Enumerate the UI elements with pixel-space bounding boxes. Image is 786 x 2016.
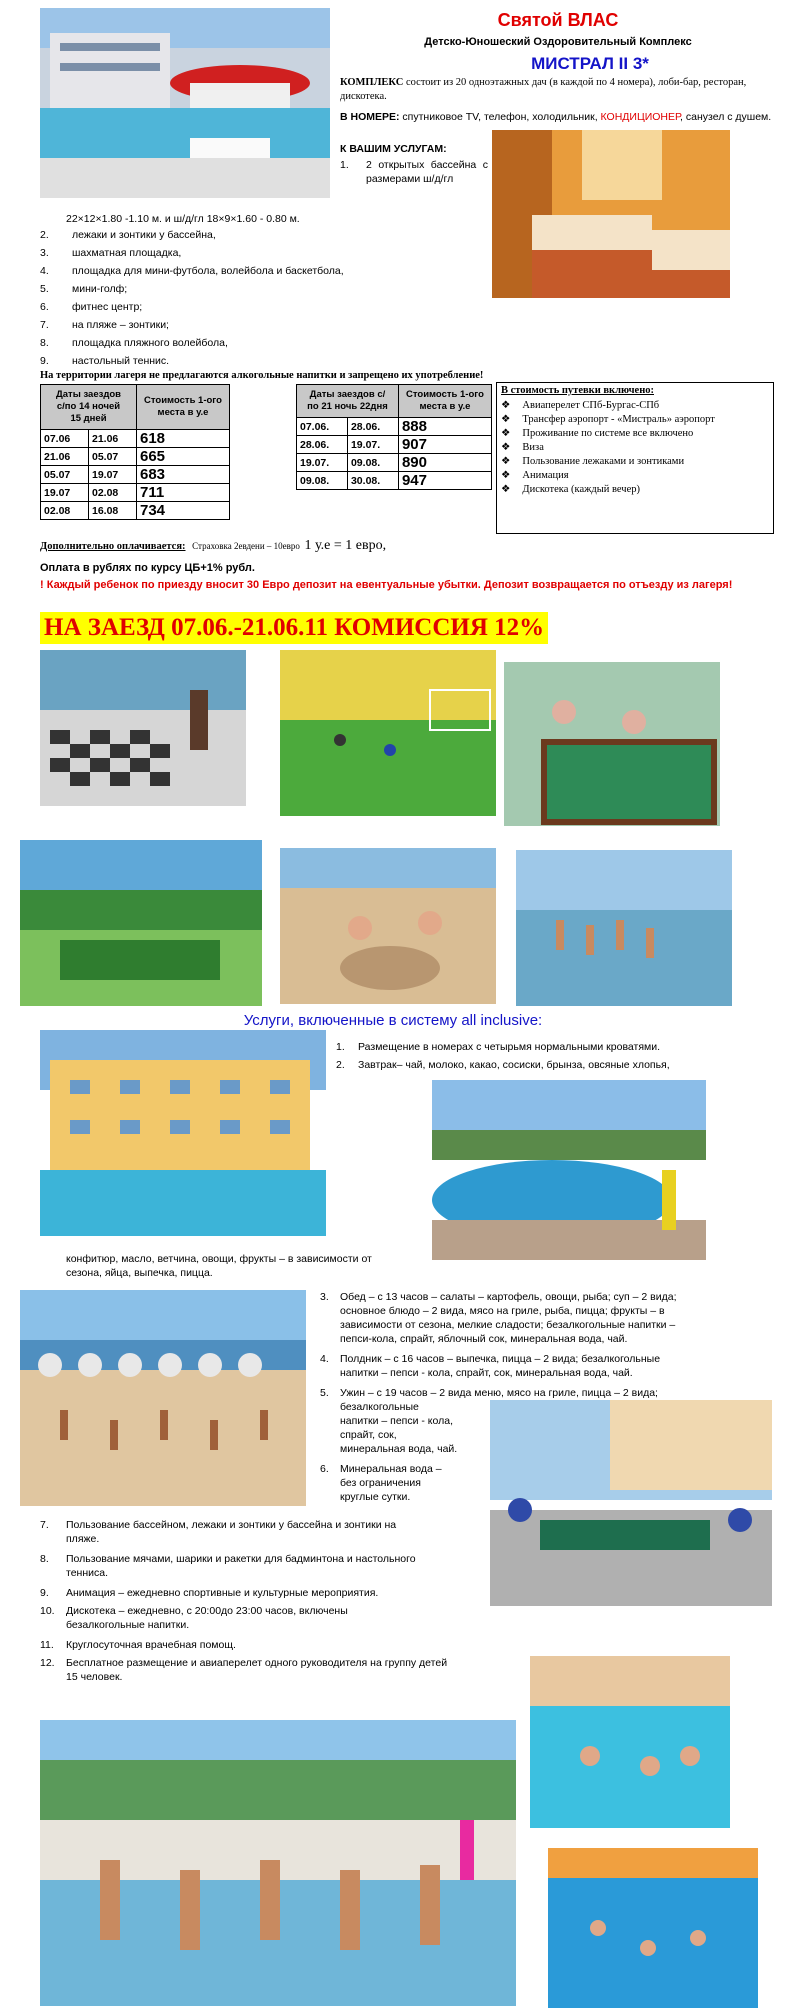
allinc-item-1: 1. Размещение в номерах с четырьмя нормальными кроватями.	[336, 1041, 661, 1053]
room-description	[340, 110, 778, 124]
room-text2: , санузел с душем.	[680, 111, 772, 123]
table-row: 07.06. 28.06. 888	[297, 418, 492, 436]
chess-photo	[40, 650, 246, 806]
allinc-item-5: 5. Ужин – с 19 часов – 2 вида меню, мясо на гриле, пицца – 2 вида; безалкогольные напитки – пепси - кола, спрайт, сок, минеральная вода, чай.	[320, 1387, 658, 1455]
table-row: 07.06 21.06 618	[41, 430, 230, 448]
room-photo	[492, 130, 730, 298]
price-table-14-nights	[40, 384, 230, 520]
sandcastle-photo	[280, 848, 496, 1004]
services-label: К ВАШИМ УСЛУГАМ:	[340, 143, 447, 155]
table-row: 02.08 16.08 734	[41, 502, 230, 520]
table-row: 19.07 02.08 711	[41, 484, 230, 502]
room-label: В НОМЕРЕ:	[340, 111, 400, 123]
service-item: 5. мини-голф;	[40, 283, 128, 295]
pool-jump-photo	[530, 1656, 730, 1828]
included-item: ❖ Пользование лежаками и зонтиками	[501, 456, 685, 467]
alcohol-note: На территории лагеря не предлагаются алкогольные напитки и запрещено их употребление!	[40, 370, 484, 381]
price-table-header-dates: Даты заездов с/по 21 ночь 22дня	[297, 385, 399, 418]
included-box	[496, 382, 774, 534]
allinc-item-2-cont: конфитюр, масло, ветчина, овощи, фрукты – в зависимости от сезона, яйца, выпечка, пицца.	[66, 1253, 372, 1279]
allinc-item-8: 8. Пользование мячами, шарики и ракетки для бадминтона и настольного тенниса.	[40, 1553, 416, 1579]
allinc-item-6: 6. Минеральная вода – без ограничения круглые сутки.	[320, 1463, 442, 1503]
kids-sea-photo	[40, 1720, 516, 2006]
table-row: 19.07. 09.08. 890	[297, 454, 492, 472]
hotel-pool-photo	[40, 8, 330, 198]
service-item: 6. фитнес центр;	[40, 301, 143, 313]
beach-group-photo	[20, 1290, 306, 1506]
included-item: ❖ Авиаперелет СПб-Бургас-СПб	[501, 400, 660, 411]
service-item: 4. площадка для мини-футбола, волейбола и баскетбола,	[40, 265, 344, 277]
pools-item	[340, 158, 488, 186]
price-table-header-dates: Даты заездов с/по 14 ночей 15 дней	[41, 385, 137, 430]
allinc-item-11: 11. Круглосуточная врачебная помощ.	[40, 1639, 236, 1651]
header-subtitle: Детско-Юношеский Оздоровительный Комплекс	[424, 36, 692, 48]
beach-dance-photo	[516, 850, 732, 1006]
allinc-item-2: 2. Завтрак– чай, молоко, какао, сосиски, брынза, овсяные хлопья,	[336, 1059, 670, 1071]
table-row: 05.07 19.07 683	[41, 466, 230, 484]
allinc-item-12: 12. Бесплатное размещение и авиаперелет одного руководителя на группу детей 15 человек.	[40, 1657, 448, 1683]
extra-payment	[40, 538, 386, 554]
extra-text: Страховка 2евдени – 10евро	[192, 541, 300, 551]
pool-swimming-photo	[548, 1848, 758, 2008]
included-item: ❖ Дискотека (каждый вечер)	[501, 484, 640, 495]
room-text: спутниковое TV, телефон, холодильник,	[399, 111, 601, 123]
service-item: 3. шахматная площадка,	[40, 247, 182, 259]
room-ac: КОНДИЦИОНЕР	[600, 111, 681, 123]
pools-dims: 22×12×1.80 -1.10 м. и ш/д/гл 18×9×1.60 - 0.80 м.	[66, 213, 300, 225]
included-item: ❖ Трансфер аэропорт - «Мистраль» аэропорт	[501, 414, 715, 425]
exchange-rate: 1 у.е = 1 евро,	[304, 538, 387, 553]
price-table-21-nights	[296, 384, 492, 490]
service-item: 7. на пляже – зонтики;	[40, 319, 169, 331]
hotel-pool-buildings-photo	[40, 1030, 326, 1236]
table-tennis-photo	[490, 1400, 772, 1606]
commission-banner: НА ЗАЕЗД 07.06.-21.06.11 КОМИССИЯ 12%	[40, 612, 548, 644]
complex-text: состоит из 20 одноэтажных дач (в каждой по 4 номера), лоби-бар, ресторан, дискотека.	[340, 77, 747, 102]
table-row: 21.06 05.07 665	[41, 448, 230, 466]
included-title: В стоимость путевки включено:	[501, 385, 654, 396]
allinc-item-4: 4. Полдник – с 16 часов – выпечка, пицца – 2 вида; безалкогольные напитки – пепси - кола, спрайт, сок, минеральная вода, чай.	[320, 1353, 661, 1379]
pools-text: 2 открытых бассейна с размерами ш/д/гл	[366, 159, 488, 185]
pool-games-photo	[432, 1080, 706, 1260]
pools-number: 1.	[340, 159, 349, 171]
allinc-title: Услуги, включенные в систему all inclusive:	[243, 1012, 543, 1029]
minigolf-photo	[20, 840, 262, 1006]
table-row: 09.08. 30.08. 947	[297, 472, 492, 490]
service-item: 9. настольный теннис.	[40, 355, 170, 367]
price-table-header-cost: Стоимость 1-ого места в у.е	[137, 385, 230, 430]
football-photo	[280, 650, 496, 816]
allinc-item-9: 9. Анимация – ежедневно спортивные и культурные мероприятия.	[40, 1587, 379, 1599]
allinc-item-3: 3. Обед – с 13 часов – салаты – картофель, овощи, рыба; суп – 2 вида; основное блюдо – 2 вида, мясо на гриле, рыба, пицца; фрукты – в зависимости от сезона, мелкие сладости; безалкогольные напитки – пепси-кола, спрайт, яблочный сок, минеральная вода, чай.	[320, 1291, 677, 1345]
extra-label: Дополнительно оплачивается:	[40, 541, 186, 552]
price-table-header-cost: Стоимость 1-ого места в у.е	[398, 385, 491, 418]
service-item: 2. лежаки и зонтики у бассейна,	[40, 229, 216, 241]
table-row: 28.06. 19.07. 907	[297, 436, 492, 454]
header-title: Святой ВЛАС	[497, 10, 619, 30]
included-item: ❖ Виза	[501, 442, 544, 453]
deposit-note: ! Каждый ребенок по приезду вносит 30 Евро депозит на евентуальные убытки. Депозит возвращается по отъезду из лагеря!	[40, 579, 733, 591]
payment-note: Оплата в рублях по курсу ЦБ+1% рубл.	[40, 562, 255, 574]
included-item: ❖ Анимация	[501, 470, 569, 481]
complex-label: КОМПЛЕКС	[340, 77, 404, 88]
included-item: ❖ Проживание по системе все включено	[501, 428, 694, 439]
allinc-item-10: 10. Дискотека – ежедневно, с 20:00до 23:00 часов, включены безалкогольные напитки.	[40, 1605, 348, 1631]
header-name: МИСТРАЛ II 3*	[531, 54, 649, 73]
billiards-photo	[504, 662, 720, 826]
complex-description	[340, 76, 778, 104]
service-item: 8. площадка пляжного волейбола,	[40, 337, 228, 349]
allinc-item-7: 7. Пользование бассейном, лежаки и зонтики у бассейна и зонтики на пляже.	[40, 1519, 397, 1545]
